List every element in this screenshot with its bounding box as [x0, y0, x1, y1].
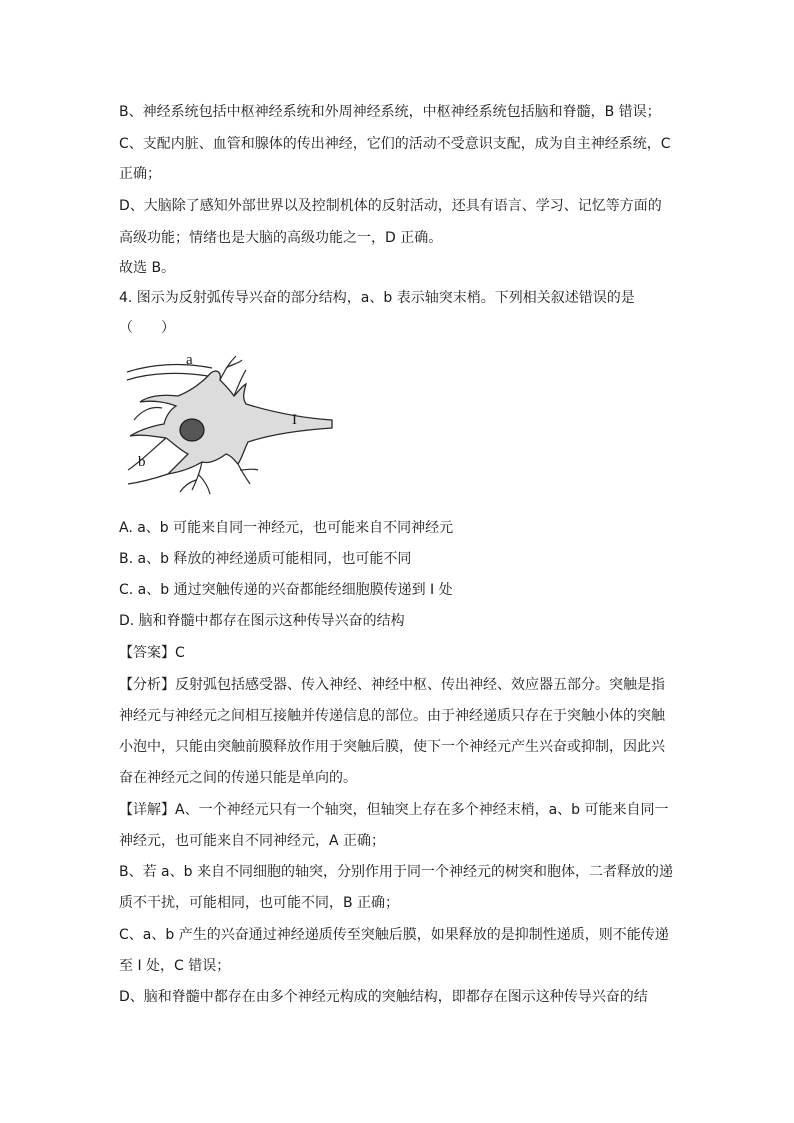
analysis-line: 神经元与神经元之间相互接触并传递信息的部位。由于神经递质只存在于突触小体的突触 — [119, 708, 665, 724]
text-line: B、神经系统包括中枢神经系统和外周神经系统，中枢神经系统包括脑和脊髓，B 错误； — [119, 104, 661, 120]
analysis-line: 奋在神经元之间的传递只能是单向的。 — [119, 770, 357, 786]
question-stem: 4. 图示为反射弧传导兴奋的部分结构，a、b 表示轴突末梢。下列相关叙述错误的是 — [119, 290, 635, 306]
text-line: C、支配内脏、血管和腺体的传出神经，它们的活动不受意识支配，成为自主神经系统，C — [119, 136, 671, 152]
option-d: D. 脑和脊髓中都存在图示这种传导兴奋的结构 — [119, 613, 405, 629]
detail-line: 【详解】A、一个神经元只有一个轴突，但轴突上存在多个神经末梢，a、b 可能来自同一 — [119, 802, 669, 818]
neuron-figure — [122, 346, 342, 506]
answer-blank: （ ） — [119, 320, 175, 336]
detail-line: 质不干扰，可能相同，也可能不同，B 正确； — [119, 895, 400, 911]
detail-line: C、a、b 产生的兴奋通过神经递质传至突触后膜，如果释放的是抑制性递质，则不能传递 — [119, 927, 669, 943]
option-c: C. a、b 通过突触传递的兴奋都能经细胞膜传递到 I 处 — [119, 582, 453, 598]
text-line: D、大脑除了感知外部世界以及控制机体的反射活动，还具有语言、学习、记忆等方面的 — [119, 198, 662, 214]
detail-line: 至 I 处，C 错误； — [119, 958, 231, 974]
analysis-line: 小泡中，只能由突触前膜释放作用于突触后膜，使下一个神经元产生兴奋或抑制，因此兴 — [119, 739, 665, 755]
label-axon-I: I — [292, 412, 297, 428]
detail-line: D、脑和脊髓中都存在由多个神经元构成的突触结构，即都存在图示这种传导兴奋的结 — [119, 989, 648, 1005]
option-a: A. a、b 可能来自同一神经元，也可能来自不同神经元 — [119, 520, 454, 536]
answer-line: 【答案】C — [119, 645, 185, 661]
analysis-line: 【分析】反射弧包括感受器、传入神经、神经中枢、传出神经、效应器五部分。突触是指 — [119, 677, 665, 693]
text-line: 正确； — [119, 166, 161, 182]
text-line: 高级功能；情绪也是大脑的高级功能之一，D 正确。 — [119, 230, 443, 246]
detail-line: B、若 a、b 来自不同细胞的轴突，分别作用于同一个神经元的树突和胞体，二者释放的递 — [119, 864, 673, 880]
text-line: 故选 B。 — [119, 260, 176, 276]
label-a: a — [186, 352, 193, 368]
neuron-cell-body — [130, 371, 332, 474]
label-b: b — [138, 454, 146, 470]
option-b: B. a、b 释放的神经递质可能相同，也可能不同 — [119, 551, 412, 567]
detail-line: 神经元，也可能来自不同神经元，A 正确； — [119, 833, 386, 849]
neuron-diagram — [122, 346, 342, 506]
neuron-nucleus — [180, 419, 204, 441]
